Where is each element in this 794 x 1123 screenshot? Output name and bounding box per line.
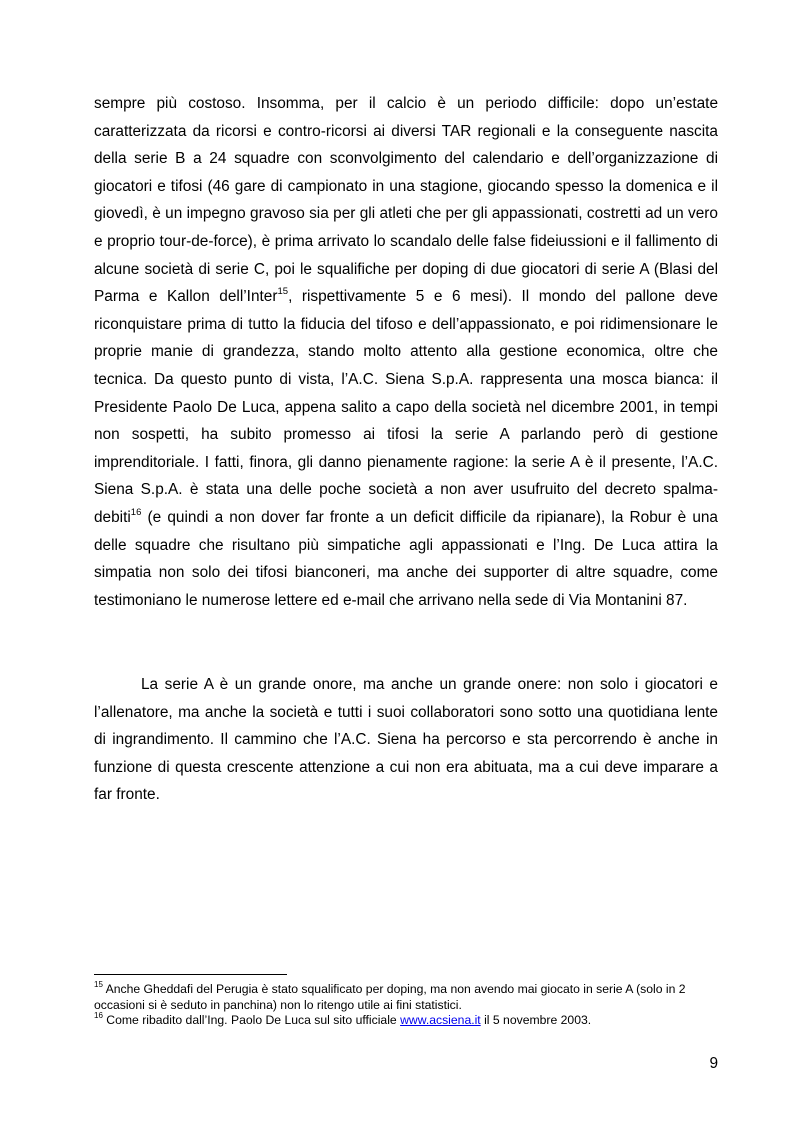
acsiena-website-link[interactable]: www.acsiena.it <box>400 1013 481 1027</box>
footnote-reference-15: 15 <box>277 286 289 298</box>
paragraph-1-text-part-3: (e quindi a non dover far fronte a un deficit difficile da ripianare), la Robur è una delle squadre che risultano più simpatiche agli appassionati e l’Ing. De Luca attira la simpatia non solo dei tifosi bianconeri, ma anche dei supporter di altre squadre, come testimoniano le numerose lettere ed e-mail che arrivano nella sede di Via Montanini 87. <box>94 508 718 609</box>
footnote-number: 16 <box>94 1010 103 1020</box>
paragraph-1-text-part-1: sempre più costoso. Insomma, per il calcio è un periodo difficile: dopo un’estate caratterizzata da ricorsi e contro-ricorsi ai diversi TAR regionali e la conseguente nascita della serie B a 24 squadre con sconvolgimento del calendario e dell’organizzazione di giocatori e tifosi (46 gare di campionato in una stagione, giocando spesso la domenica e il giovedì, è un impegno gravoso sia per gli atleti che per gli appassionati, costretti ad un vero e proprio tour-de-force), è prima arrivato lo scandalo delle false fideiussioni e il fallimento di alcune società di serie C, poi le squalifiche per doping di due giocatori di serie A (Blasi del Parma e Kallon dell’Inter <box>94 95 718 306</box>
footnote-text-after-link: il 5 novembre 2003. <box>480 1013 592 1027</box>
paragraph-2-text: La serie A è un grande onore, ma anche un grande onere: non solo i giocatori e l’allenatore, ma anche la società e tutti i suoi collaboratori sono sotto una quotidiana lente di ingrandimento. Il cammino che l’A.C. Siena ha percorso e sta percorrendo è anche in funzione di questa crescente attenzione a cui non era abituata, ma a cui deve imparare a far fronte. <box>94 676 718 804</box>
footnote-reference-16: 16 <box>130 506 142 518</box>
body-paragraph-1 <box>94 90 718 614</box>
footnotes <box>94 979 718 1029</box>
page-number: 9 <box>709 1055 718 1072</box>
body-paragraph-2 <box>94 671 718 809</box>
footnote-text: Anche Gheddafi del Perugia è stato squalificato per doping, ma non avendo mai giocato in serie A (solo in 2 occasioni si è seduto in panchina) non lo ritengo utile ai fini statistici. <box>94 982 686 1012</box>
footnote-16 <box>94 1010 718 1029</box>
footnote-15 <box>94 979 718 1013</box>
footnote-number: 15 <box>94 979 103 989</box>
footnote-text-before-link: Come ribadito dall’Ing. Paolo De Luca sul sito ufficiale <box>102 1013 401 1027</box>
footnote-separator <box>94 974 287 975</box>
paragraph-1-text-part-2: , rispettivamente 5 e 6 mesi). Il mondo del pallone deve riconquistare prima di tutto la fiducia del tifoso e dell’appassionato, e poi ridimensionare le proprie manie di grandezza, stando molto attento alla gestione economica, oltre che tecnica. Da questo punto di vista, l’A.C. Siena S.p.A. rappresenta una mosca bianca: il Presidente Paolo De Luca, appena salito a capo della società nel dicembre 2001, in tempi non sospetti, ha subito promesso ai tifosi la serie A parlando però di gestione imprenditoriale. I fatti, finora, gli danno pienamente ragione: la serie A è il presente, l’A.C. Siena S.p.A. è stata una delle poche società a non aver usufruito del decreto spalma-debiti <box>94 288 718 526</box>
